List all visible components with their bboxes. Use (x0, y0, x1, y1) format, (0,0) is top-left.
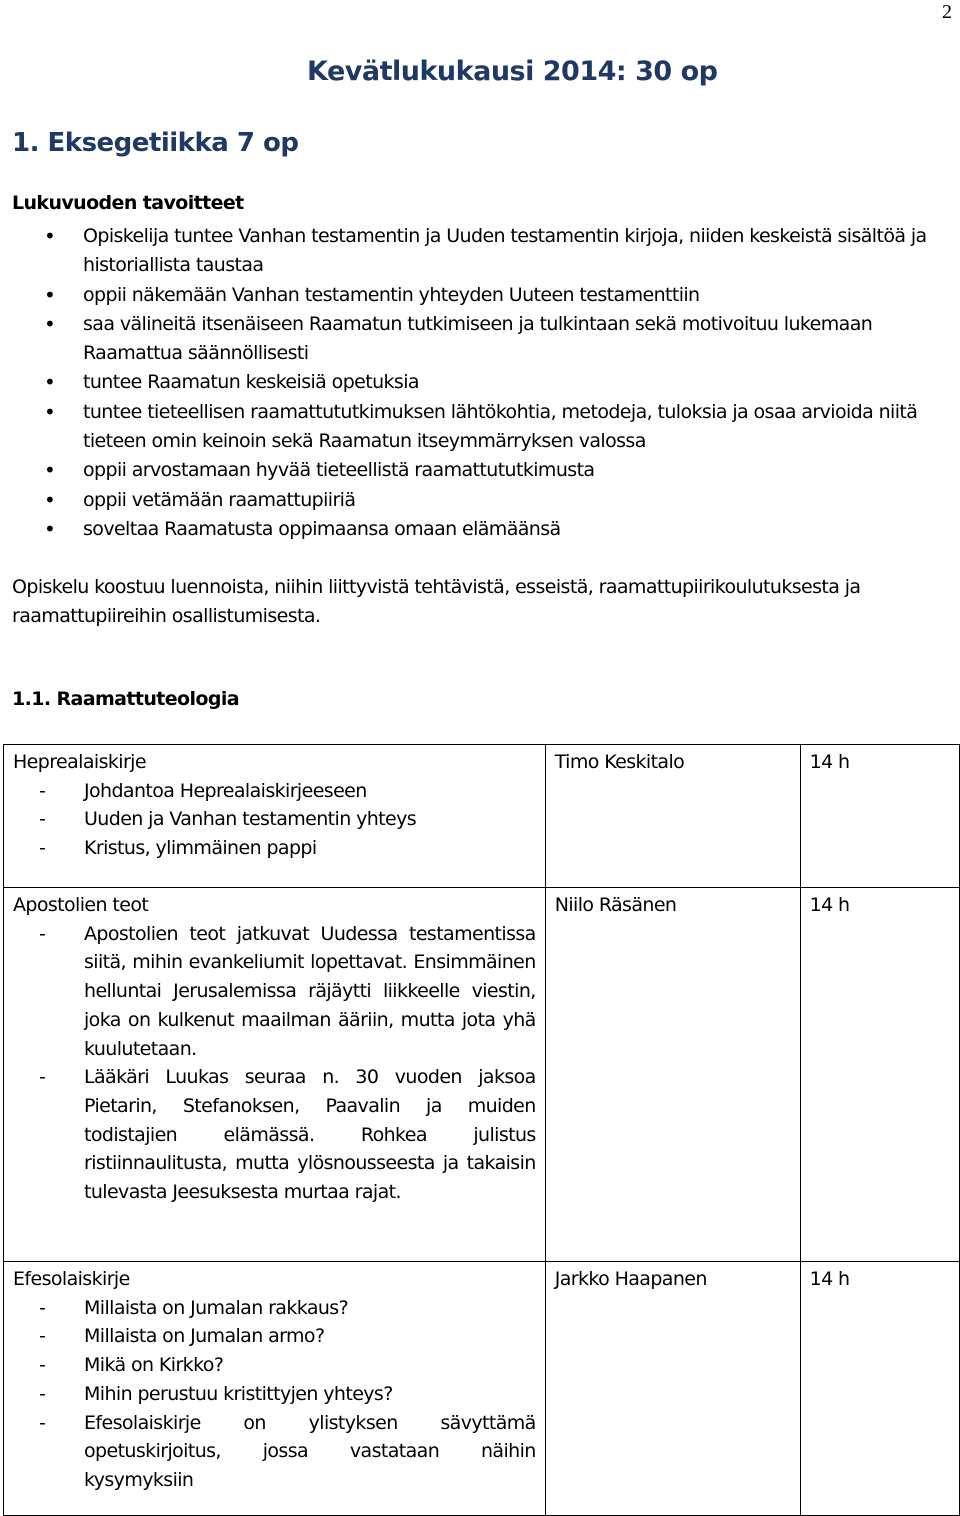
goal-item (12, 456, 942, 485)
course-topic-cell (4, 745, 546, 888)
bullet-icon: • (44, 516, 56, 541)
goal-text: saa välineitä itsenäiseen Raamatun tutkimiseen ja tulkintaan sekä motivoituu lukemaan Raamattua säännöllisesti (83, 312, 873, 365)
course-topic-cell (4, 888, 546, 1262)
dash-icon: - (39, 837, 46, 860)
dash-icon: - (39, 922, 46, 945)
goals-heading: Lukuvuoden tavoitteet (12, 192, 244, 214)
goal-text: oppii näkemään Vanhan testamentin yhteyden Uuteen testamenttiin (83, 283, 700, 306)
course-teacher: Niilo Räsänen (545, 888, 800, 1262)
course-item (13, 1294, 536, 1323)
goal-text: tuntee Raamatun keskeisiä opetuksia (83, 371, 419, 394)
course-item (13, 1409, 536, 1495)
course-topic-cell (4, 1262, 546, 1516)
course-row (4, 745, 960, 888)
dash-icon: - (39, 808, 46, 831)
course-item (13, 805, 536, 834)
dash-icon: - (39, 1382, 46, 1405)
course-title: Heprealaiskirje (13, 751, 146, 773)
course-title: Apostolien teot (13, 894, 149, 916)
course-item-text: Mihin perustuu kristittyjen yhteys? (84, 1382, 393, 1405)
course-item-text: Johdantoa Heprealaiskirjeeseen (84, 779, 367, 802)
goal-item (12, 515, 942, 544)
course-item-text: Mikä on Kirkko? (84, 1354, 224, 1377)
course-item (13, 920, 536, 1064)
goal-text: tuntee tieteellisen raamattututkimuksen lähtökohtia, metodeja, tuloksia ja osaa arvioida niitä tieteen omin keinoin sekä Raamatun itseymmärryksen valossa (83, 400, 918, 453)
course-item-text: Uuden ja Vanhan testamentin yhteys (84, 808, 417, 831)
bullet-icon: • (44, 399, 56, 424)
semester-title: Kevätlukukausi 2014: 30 op (307, 56, 718, 87)
course-item (13, 1322, 536, 1351)
course-row (4, 888, 960, 1262)
course-items (13, 777, 536, 863)
course-teacher: Jarkko Haapanen (545, 1262, 800, 1516)
course-item-text: Efesolaiskirje on ylistyksen sävyttämä opetuskirjoitus, jossa vastataan näihin kysymyksiin (84, 1411, 536, 1491)
course-item-text: Millaista on Jumalan armo? (84, 1325, 325, 1348)
courses-table (3, 744, 960, 1516)
goal-item (12, 222, 942, 281)
bullet-icon: • (44, 487, 56, 512)
goal-item (12, 281, 942, 310)
course-item (13, 1380, 536, 1409)
dash-icon: - (39, 1354, 46, 1377)
goal-text: Opiskelija tuntee Vanhan testamentin ja Uuden testamentin kirjoja, niiden keskeistä sisältöä ja historiallista taustaa (83, 225, 927, 277)
course-item-text: Millaista on Jumalan rakkaus? (84, 1296, 349, 1319)
course-items (13, 1294, 536, 1495)
course-item (13, 1351, 536, 1380)
course-item (13, 1063, 536, 1207)
course-row (4, 1262, 960, 1516)
goal-text: oppii arvostamaan hyvää tieteellistä raamattututkimusta (83, 459, 595, 482)
course-item-text: Lääkäri Luukas seuraa n. 30 vuoden jaksoa Pietarin, Stefanoksen, Paavalin ja muiden todistajien elämässä. Rohkea julistus ristiinnaulitusta, mutta ylösnousseesta ja takaisin tulevasta Jeesuksesta murtaa rajat. (84, 1066, 536, 1204)
dash-icon: - (39, 1066, 46, 1089)
goal-text: soveltaa Raamatusta oppimaansa omaan elämäänsä (83, 517, 561, 540)
page-number: 2 (942, 1, 952, 23)
course-title: Efesolaiskirje (13, 1268, 130, 1290)
course-item (13, 777, 536, 806)
course-item-text: Kristus, ylimmäinen pappi (84, 837, 317, 860)
course-item (13, 834, 536, 863)
bullet-icon: • (44, 458, 56, 483)
course-items (13, 920, 536, 1207)
bullet-icon: • (44, 282, 56, 307)
bullet-icon: • (44, 311, 56, 336)
bullet-icon: • (44, 224, 56, 248)
dash-icon: - (39, 1296, 46, 1319)
bullet-icon: • (44, 370, 56, 395)
goal-item (12, 310, 942, 369)
subsection-title: 1.1. Raamattuteologia (12, 688, 239, 710)
course-teacher: Timo Keskitalo (545, 745, 800, 888)
study-description: Opiskelu koostuu luennoista, niihin liittyvistä tehtävistä, esseistä, raamattupiirikoulutuksesta ja raamattupiireihin osallistumisesta. (12, 576, 861, 628)
course-hours: 14 h (800, 888, 959, 1262)
section-title: 1. Eksegetiikka 7 op (12, 128, 299, 158)
goal-item (12, 398, 942, 457)
dash-icon: - (39, 779, 46, 802)
course-hours: 14 h (800, 1262, 959, 1516)
course-item-text: Apostolien teot jatkuvat Uudessa testamentissa siitä, mihin evankeliumit lopettavat. Ensimmäinen helluntai Jerusalemissa räjäytti liikkeelle viestin, joka on kulkenut maailman ääriin, mutta jota yhä kuulutetaan. (84, 922, 536, 1060)
dash-icon: - (39, 1325, 46, 1348)
goal-item (12, 368, 942, 397)
course-hours: 14 h (800, 745, 959, 888)
goal-text: oppii vetämään raamattupiiriä (83, 488, 356, 511)
dash-icon: - (39, 1411, 46, 1434)
goal-item (12, 486, 942, 515)
goals-list (12, 222, 942, 544)
